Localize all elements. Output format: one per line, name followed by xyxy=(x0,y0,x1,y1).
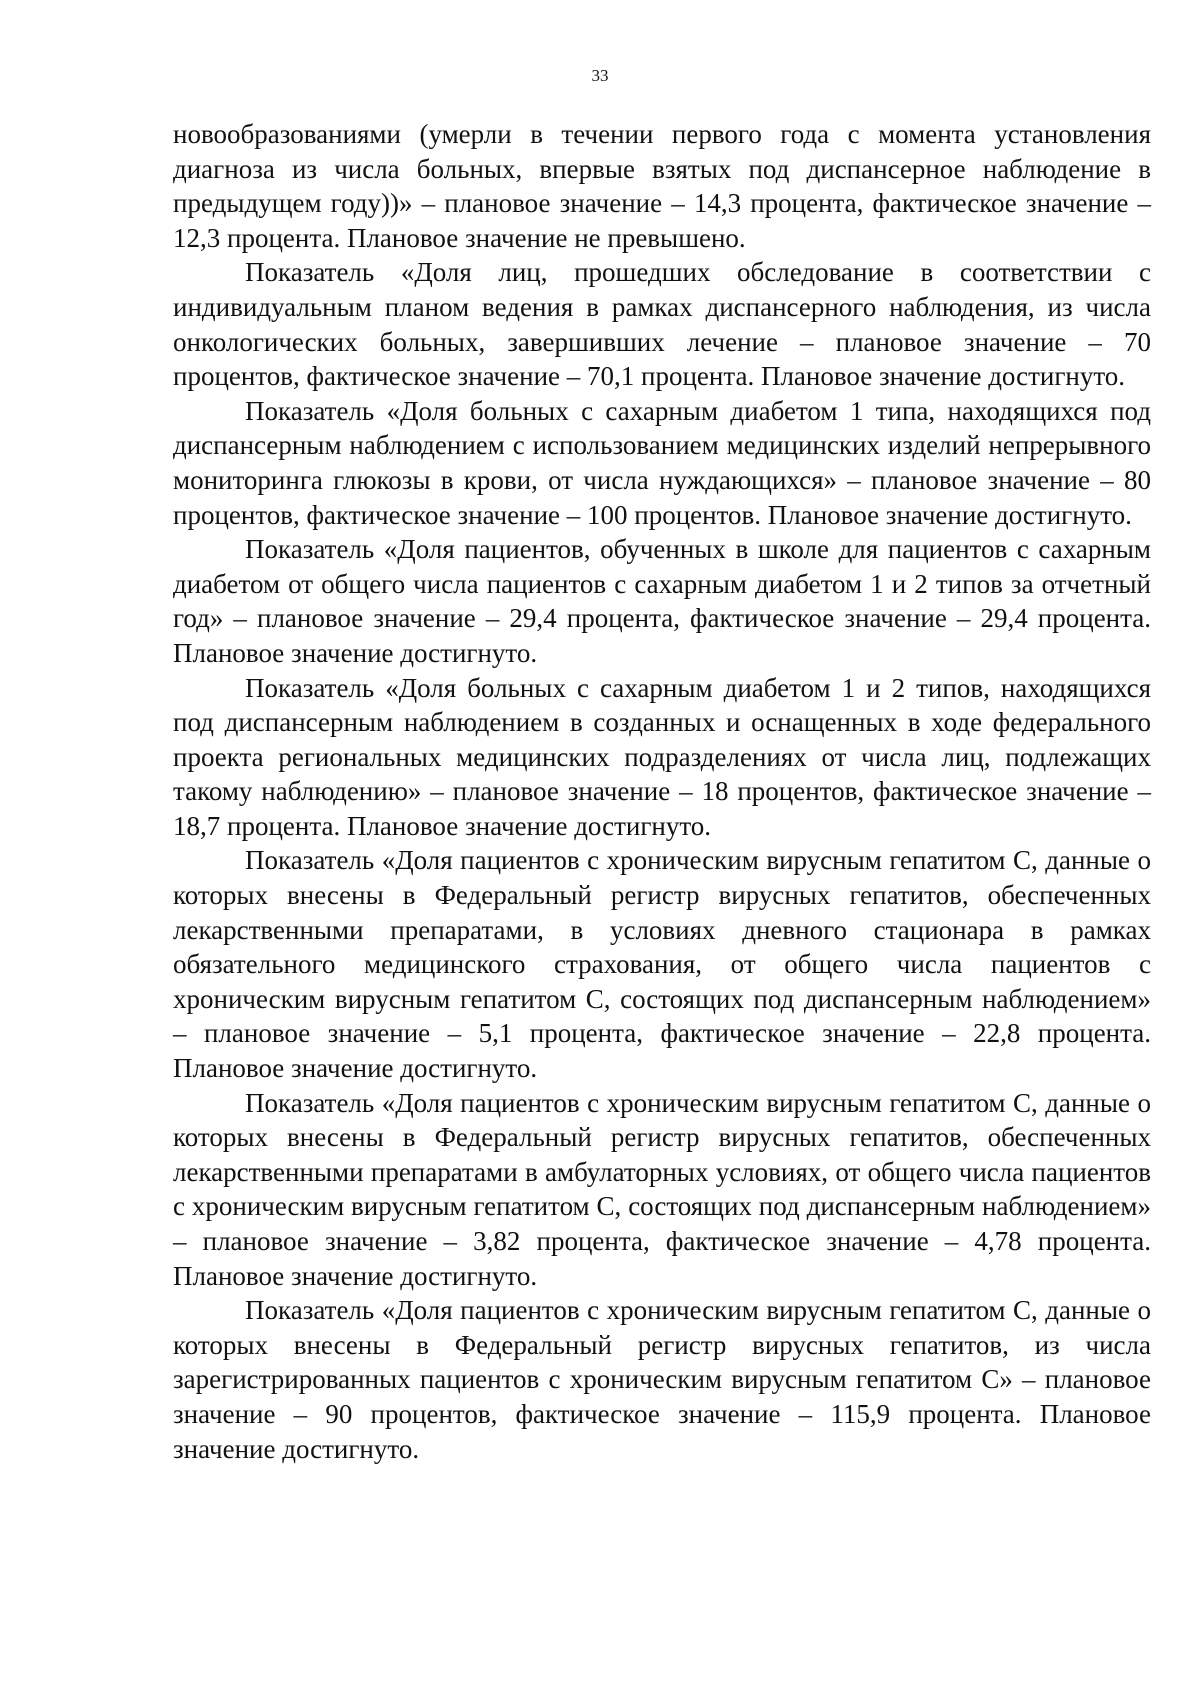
paragraph-diabetes-school: Показатель «Доля пациентов, обученных в школе для пациентов с сахарным диабетом от общего числа пациентов с сахарным диабетом 1 и 2 типов за отчетный год» – плановое значение – 29,4 процента, фактическое значение – 29,4 процента. Плановое значение достигнуто. xyxy=(173,534,1151,668)
paragraph-hepatitis-registered: Показатель «Доля пациентов с хроническим вирусным гепатитом С, данные о которых внесены в Федеральный регистр вирусных гепатитов, из числа зарегистрированных пациентов с хроническим вирусным гепатитом С» – плановое значение – 90 процентов, фактическое значение – 115,9 процента. Плановое значение достигнуто. xyxy=(173,1295,1151,1464)
document-body xyxy=(173,117,1151,1466)
paragraph-hepatitis-day-hospital: Показатель «Доля пациентов с хроническим вирусным гепатитом С, данные о которых внесены в Федеральный регистр вирусных гепатитов, обеспеченных лекарственными препаратами, в условиях дневного стационара в рамках обязательного медицинского страхования, от общего числа пациентов с хроническим вирусным гепатитом С, состоящих под диспансерным наблюдением» – плановое значение – 5,1 процента, фактическое значение – 22,8 процента. Плановое значение достигнуто. xyxy=(173,845,1151,1084)
paragraph-diabetes-regional-units: Показатель «Доля больных с сахарным диабетом 1 и 2 типов, находящихся под диспансерным наблюдением в созданных и оснащенных в ходе федерального проекта региональных медицинских подразделениях от числа лиц, подлежащих такому наблюдению» – плановое значение – 18 процентов, фактическое значение – 18,7 процента. Плановое значение достигнуто. xyxy=(173,672,1151,841)
page-number: 33 xyxy=(591,66,609,85)
paragraph-continuation: новообразованиями (умерли в течении первого года с момента установления диагноза из числа больных, впервые взятых под диспансерное наблюдение в предыдущем году))» – плановое значение – 14,3 процента, фактическое значение – 12,3 процента. Плановое значение не превышено. xyxy=(173,119,1151,253)
paragraph-oncology-examination: Показатель «Доля лиц, прошедших обследование в соответствии с индивидуальным планом ведения в рамках диспансерного наблюдения, из числа онкологических больных, завершивших лечение – плановое значение – 70 процентов, фактическое значение – 70,1 процента. Плановое значение достигнуто. xyxy=(173,257,1151,392)
paragraph-diabetes-type1-monitoring: Показатель «Доля больных с сахарным диабетом 1 типа, находящихся под диспансерным наблюдением с использованием медицинских изделий непрерывного мониторинга глюкозы в крови, от числа нуждающихся» – плановое значение – 80 процентов, фактическое значение – 100 процентов. Плановое значение достигнуто. xyxy=(173,395,1151,530)
paragraph-hepatitis-outpatient: Показатель «Доля пациентов с хроническим вирусным гепатитом С, данные о которых внесены в Федеральный регистр вирусных гепатитов, обеспеченных лекарственными препаратами в амбулаторных условиях, от общего числа пациентов с хроническим вирусным гепатитом С, состоящих под диспансерным наблюдением» – плановое значение – 3,82 процента, фактическое значение – 4,78 процента. Плановое значение достигнуто. xyxy=(173,1087,1151,1291)
